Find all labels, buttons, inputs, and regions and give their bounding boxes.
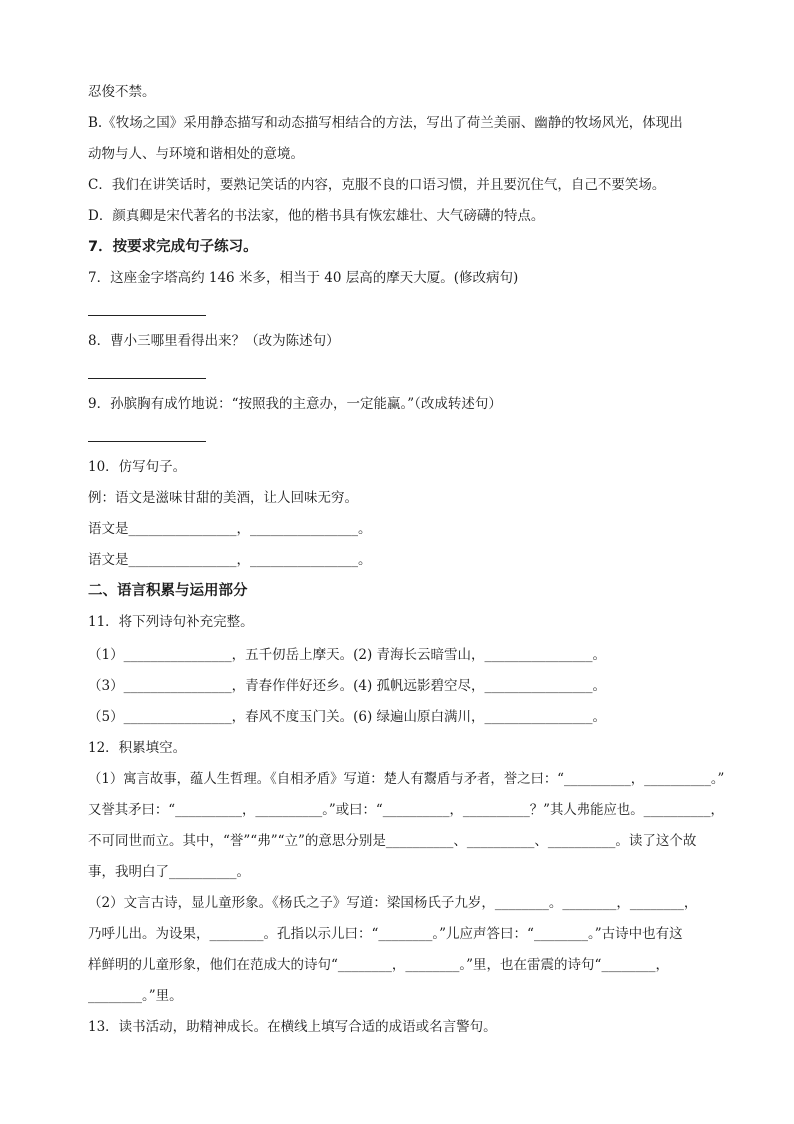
q12-part1-line-2[interactable]: 又誉其矛曰：“__________，__________。”或曰：“__________，__________？”其人弗能应也。__________， — [88, 802, 724, 818]
question-7: 7．这座金字塔高约 146 米多，相当于 40 层高的摩天大厦。(修改病句) — [88, 270, 519, 286]
poem-blank-row-2[interactable]: （3）________________，青春作伴好还乡。(4) 孤帆远影碧空尽，________________。 — [88, 678, 607, 694]
q12-part1-line-4[interactable]: 事，我明白了__________。 — [88, 864, 250, 880]
answer-line-9[interactable] — [88, 441, 206, 442]
answer-line-8[interactable] — [88, 378, 206, 379]
option-b-line-2: 动物与人、与环境和谐相处的意境。 — [88, 146, 304, 162]
q12-part1-line-3[interactable]: 不可同世而立。其中，“誉”“弗”“立”的意思分别是__________、__________、__________。读了这个故 — [88, 833, 697, 849]
q12-part2-line-2[interactable]: 乃呼儿出。为设果，________。孔指以示儿曰：“________。”儿应声答曰：“________。”古诗中也有这 — [88, 926, 683, 942]
imitation-line-1[interactable]: 语文是________________，________________。 — [88, 521, 372, 537]
poem-blank-row-1[interactable]: （1）________________，五千仞岳上摩天。(2) 青海长云暗雪山，________________。 — [88, 647, 607, 663]
question-13: 13．读书活动，助精神成长。在横线上填写合适的成语或名言警句。 — [88, 1019, 497, 1035]
q12-part2-line-1[interactable]: （2）文言古诗，显儿童形象。《杨氏之子》写道：梁国杨氏子九岁，________。________，________， — [88, 895, 698, 911]
q12-part2-line-4[interactable]: ________。”里。 — [88, 988, 183, 1004]
question-12: 12．积累填空。 — [88, 740, 187, 756]
section-heading-sentence-practice: 7．按要求完成句子练习。 — [88, 239, 258, 255]
question-9: 9．孙膑胸有成竹地说：“按照我的主意办，一定能赢。”（改成转述句） — [88, 396, 502, 412]
example-sentence: 例：语文是滋味甘甜的美酒，让人回味无穷。 — [88, 490, 358, 506]
question-10: 10．仿写句子。 — [88, 459, 187, 475]
poem-blank-row-3[interactable]: （5）________________，春风不度玉门关。(6) 绿遍山原白满川，________________。 — [88, 709, 607, 725]
option-c: C．我们在讲笑话时，要熟记笑话的内容，克服不良的口语习惯，并且要沉住气，自己不要笑场。 — [88, 177, 666, 193]
answer-line-7[interactable] — [88, 315, 206, 316]
question-8: 8．曹小三哪里看得出来？（改为陈述句） — [88, 333, 340, 349]
q12-part1-line-1[interactable]: （1）寓言故事，蕴人生哲理。《自相矛盾》写道：楚人有鬻盾与矛者，誉之曰：“__________，__________。” — [88, 771, 725, 787]
section-heading-language-accumulation: 二、语言积累与运用部分 — [88, 583, 248, 599]
imitation-line-2[interactable]: 语文是________________，________________。 — [88, 552, 372, 568]
question-11: 11．将下列诗句补充完整。 — [88, 614, 254, 630]
option-d: D．颜真卿是宋代著名的书法家，他的楷书具有恢宏雄壮、大气磅礴的特点。 — [88, 208, 545, 224]
option-b-line-1: B.《牧场之国》采用静态描写和动态描写相结合的方法，写出了荷兰美丽、幽静的牧场风光，体现出 — [88, 115, 683, 131]
q12-part2-line-3[interactable]: 样鲜明的儿童形象，他们在范成大的诗句“________，________。”里，也在雷震的诗句“________， — [88, 957, 669, 973]
text-line-continuation: 忍俊不禁。 — [88, 84, 156, 100]
